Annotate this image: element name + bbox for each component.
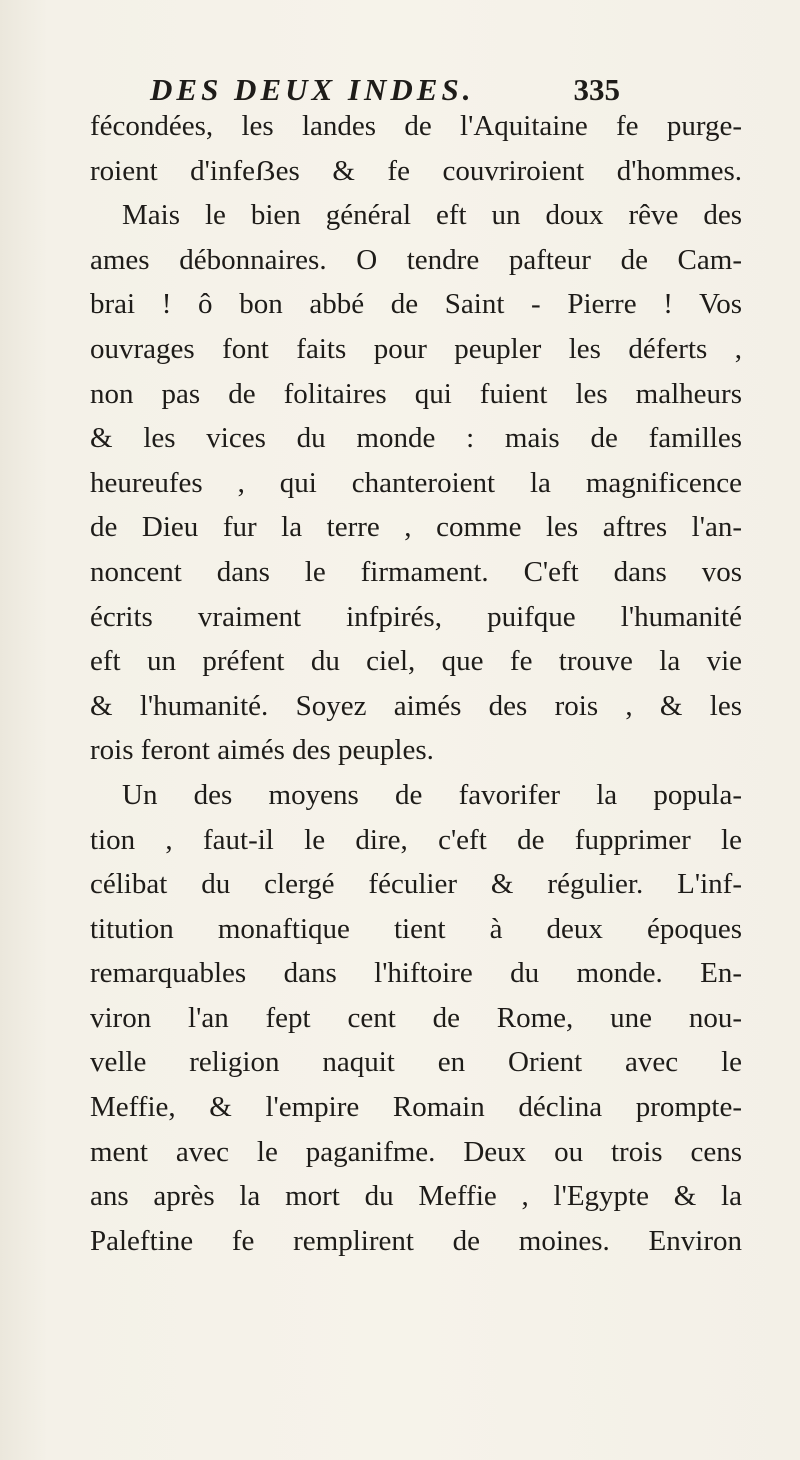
text-line: Mais le bien général eft un doux rêve des (122, 199, 742, 232)
text-line: velle religion naquit en Orient avec le (90, 1046, 742, 1079)
text-line: célibat du clergé féculier & régulier. L'inf- (90, 868, 742, 901)
text-line: ames débonnaires. O tendre pafteur de Cam- (90, 243, 742, 276)
text-line: écrits vraiment infpirés, puifque l'humanité (90, 600, 742, 633)
text-line: Meffie, & l'empire Romain déclina prompte- (90, 1091, 742, 1124)
body-text (90, 104, 742, 1263)
text-line: viron l'an fept cent de Rome, une nou- (90, 1001, 742, 1034)
text-line: non pas de folitaires qui fuient les malheurs (90, 377, 742, 410)
text-line: heureufes , qui chanteroient la magnificence (90, 466, 742, 499)
text-line: Paleftine fe remplirent de moines. Environ (90, 1224, 742, 1257)
text-line: & l'humanité. Soyez aimés des rois , & les (90, 689, 742, 722)
text-line: rois feront aimés des peuples. (90, 734, 434, 767)
text-line: tion , faut-il le dire, c'eft de fupprimer le (90, 823, 742, 856)
text-line: noncent dans le firmament. C'eft dans vos (90, 555, 742, 588)
page-number: 335 (573, 72, 620, 107)
text-line: de Dieu fur la terre , comme les aftres l'an- (90, 511, 742, 544)
text-line: titution monaftique tient à deux époques (90, 912, 742, 945)
text-line: eft un préfent du ciel, que fe trouve la vie (90, 645, 742, 678)
text-line: ans après la mort du Meffie , l'Egypte & la (90, 1180, 742, 1213)
text-line: roient d'infeẞes & fe couvriroient d'hommes. (90, 154, 742, 187)
text-line: ment avec le paganifme. Deux ou trois cens (90, 1135, 742, 1168)
text-line: ouvrages font faits pour peupler les déferts , (90, 332, 742, 365)
text-line: fécondées, les landes de l'Aquitaine fe purge- (90, 110, 742, 142)
text-line: Un des moyens de favorifer la popula- (122, 778, 742, 811)
text-line: brai ! ô bon abbé de Saint - Pierre ! Vos (90, 288, 742, 321)
text-line: & les vices du monde : mais de familles (90, 422, 742, 455)
text-line: remarquables dans l'hiftoire du monde. En- (90, 957, 742, 990)
running-title: DES DEUX INDES. (150, 72, 475, 107)
